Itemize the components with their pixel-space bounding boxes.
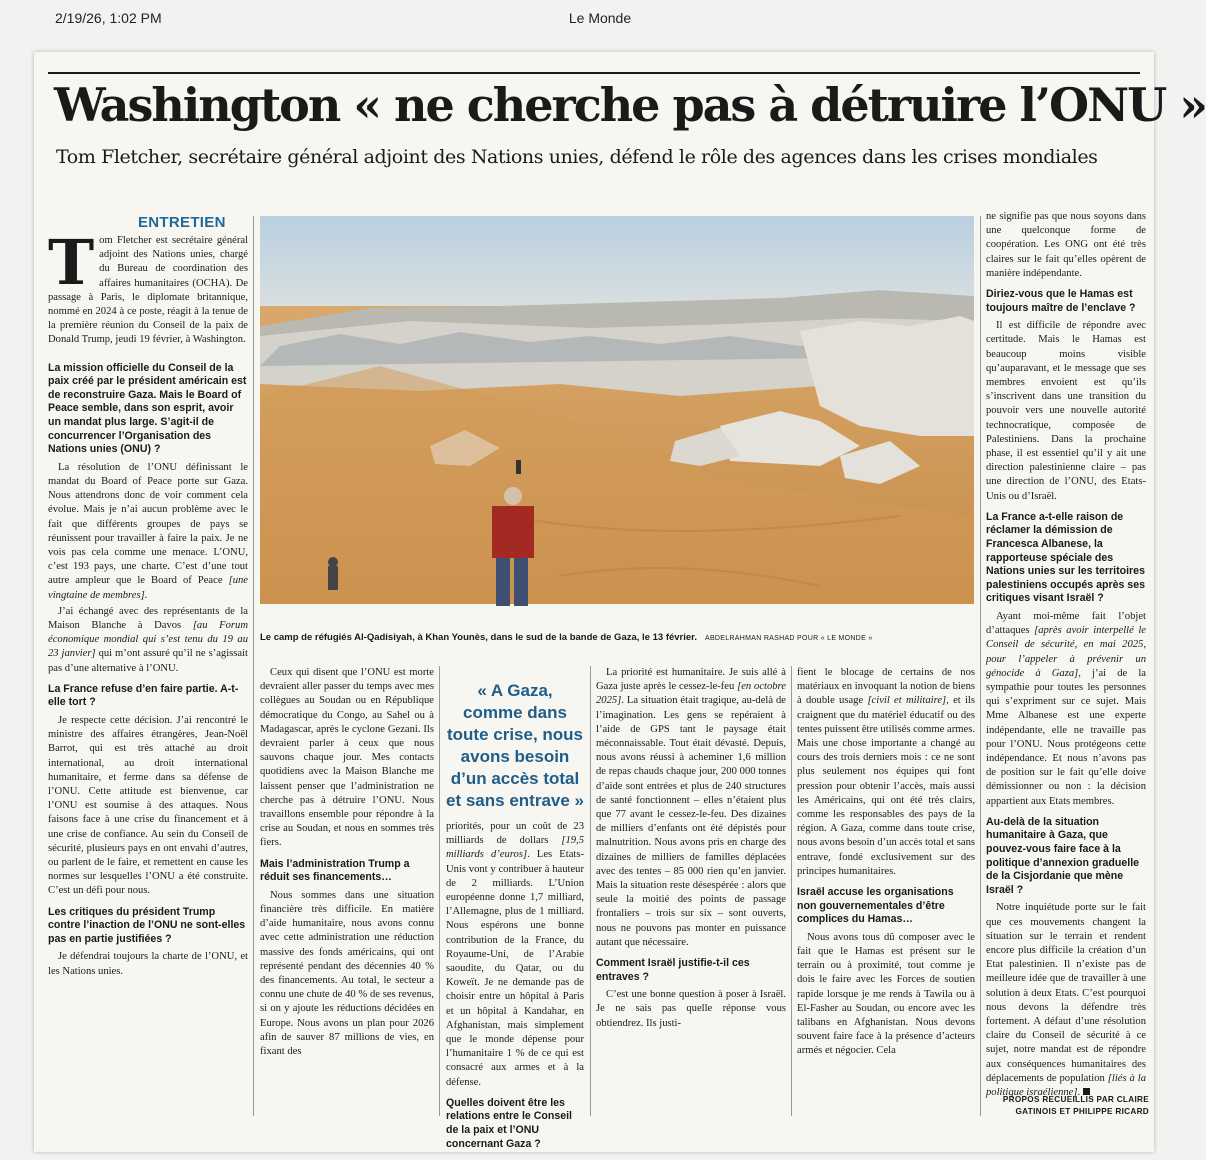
column-divider <box>253 216 254 1116</box>
byline-signature: PROPOS RECUEILLIS PAR CLAIRE GATINOIS ET PHILIPPE RICARD <box>1002 1095 1149 1116</box>
paragraph: Nous sommes dans une situation financière très difficile. En matière d’aide humanitaire, nous avons connu avec cette administration une réduction massive des fonds américains, qui ont représenté pendant des décennies 40 % des financements. Au total, le secteur a connu une chute de 40 % de ses revenus, si on y ajoute les réductions décidées en Europe. Nous avons un plan pour 2026 afin de sauver 87 millions de vies, en fixant des <box>260 889 434 1058</box>
intro-paragraph: Tom Fletcher est secrétaire général adjoint des Nations unies, chargé du Bureau de coordination des affaires humanitaires (OCHA). De passage à Paris, le diplomate britannique, nommé en 2024 à ce poste, réagit à la tenue de la première réunion du Conseil de la paix de Donald Trump, jeudi 19 février, à Washington. <box>48 226 248 346</box>
column-4 <box>596 666 786 1126</box>
column-divider <box>590 666 591 1116</box>
pull-quote: « A Gaza, comme dans toute crise, nous avons besoin d’un accès total et sans entrave » <box>446 681 584 810</box>
answer-paragraph: La résolution de l’ONU définissant le mandat du Board of Peace porte sur Gaza. Nous attendrons donc de voir comment cela évolue. Mais je n’ai aucun problème avec le fait que différents groupes de pays se réunissent pour travailler à faire la paix. Je ne vois pas cela comme une menace. L’ONU, c’est 193 pays, une charte. C’est d’une tout autre ampleur que le Board of Peace [une vingtaine de membres]. <box>48 461 248 601</box>
question: Israël accuse les organisations non gouvernementales d’être complices du Hamas… <box>797 886 954 926</box>
question: La France refuse d’en faire partie. A-t-elle tort ? <box>48 682 239 709</box>
deck: Tom Fletcher, secrétaire général adjoint des Nations unies, défend le rôle des agences dans les crises mondiales <box>56 146 1098 168</box>
answer-paragraph: Je défendrai toujours la charte de l’ONU, et les Nations unies. <box>48 951 248 977</box>
answer-paragraph: Je respecte cette décision. J’ai rencontré le ministre des affaires étrangères, Jean-Noël Barrot, qui est très attaché au droit international, au droit international humanitaire, et ferme dans sa défense de l’ONU. Cette attitude est bienvenue, car l’ONU est soumise à des attaques. Nous faisons face à une crise du financement et à une crise de confiance. Au sein du Conseil de sécurité, plusieurs pays en ont envahi d’autres, ou parlent de le faire, et remettent en cause les normes sur lesquelles l’ONU a été construite. C’est un défi pour nous. <box>48 715 248 897</box>
photo-refugee-camp <box>260 216 974 604</box>
paragraph: Nous avons tous dû composer avec le fait que le Hamas est présent sur le terrain ou à proximité, tout comme je dois le faire avec les Forces de soutien rapide lorsque je me rends à Tawila ou à El-Fasher au Soudan, ou encore avec les talibans en Afghanistan. Nous devons souvent faire face à la présence d’acteurs armés et négocier. Cela <box>797 931 975 1057</box>
photo-illustration <box>260 216 974 604</box>
question: Diriez-vous que le Hamas est toujours maître de l’enclave ? <box>986 288 1136 314</box>
paragraph: Ceux qui disent que l’ONU est morte devraient aller passer du temps avec mes collègues au Soudan ou en République démocratique du Congo, au Sahel ou à Madagascar, après le cyclone Gezani. Ils devraient parler à ceux que nous sauvons chaque jour. Mes contacts quotidiens avec la Maison Blanche me laissent penser que l’administration ne cherche pas à détruire l’ONU. Nous travaillons ensemble pour répondre à la crise au Soudan, et nous en sommes très fiers. <box>260 667 434 849</box>
question: Quelles doivent être les relations entre le Conseil de la paix et l’ONU concernant Gaza ? <box>446 1096 572 1150</box>
drop-cap: T <box>48 226 95 299</box>
paragraph: Notre inquiétude porte sur le fait que ces mouvements changent la situation sur le terrain et rendent encore plus difficile la création d’un Etat palestinien. Il n’existe pas de meilleure idée que de travailler à une solution à deux Etats. C’est pourquoi nous devons la défendre très fortement. A défaut d’une résolution claire du Conseil de sécurité à ce sujet, notre mandat est de répondre aux conséquences humanitaires des déplacements de population [liés à la politique israélienne]. <box>986 902 1146 1099</box>
paragraph: fient le blocage de certains de nos matériaux en invoquant la notion de biens à double usage [civil et militaire], et ils craignent que du matériel éducatif ou des tentes puissent être utilisés comme armes. Mais une chose importante a changé au cours des trois derniers mois : ce ne sont plus seulement nos équipes qui font pression pour obtenir l’accès, mais aussi les Américains, qui ont été très clairs, comme les responsables des pays de la région. A Gaza, comme dans toute crise, nous avons besoin d’un accès total et sans entrave, fondé exclusivement sur des principes humanitaires. <box>797 667 975 877</box>
paragraph: ne signifie pas que nous soyons dans une quelconque forme de coopération. Les ONG ont été très claires sur le fait qu’elles opèrent de manière indépendante. <box>986 211 1146 279</box>
photo-credit: ABDELRAHMAN RASHAD POUR « LE MONDE » <box>704 635 873 642</box>
question: Mais l’administration Trump a réduit ses financements… <box>260 857 410 884</box>
paragraph: Il est difficile de répondre avec certitude. Mais le Hamas est beaucoup moins visible qu’auparavant, et le message que ses membres envoient est qu’ils s’inscrivent dans une transition du pouvoir vers une nouvelle autorité technocratique, composée de Palestiniens. Dans la prochaine phase, il est essentiel qu’il y ait une direction palestinienne claire – pas une direction de l’ONU, des Etats-Unis ou d’Israël. <box>986 320 1146 502</box>
question: Comment Israël justifie-t-il ces entraves ? <box>596 957 750 983</box>
column-5 <box>797 666 975 1126</box>
column-2 <box>260 666 434 1126</box>
timestamp: 2/19/26, 1:02 PM <box>55 10 162 26</box>
newspaper-page <box>34 52 1206 1152</box>
paragraph: priorités, pour un coût de 23 milliards de dollars [19,5 milliards d’euros]. Les Etats-Unis vont y contribuer à hauteur de 2 milliards. L’Union européenne donne 1,7 milliard, l’Allemagne, plus de 1 milliard. Nous espérons une bonne contribution de la France, du Royaume-Uni, de l’Arabie saoudite, du Qatar, ou du Koweït. Je ne demande pas de choisir entre un hôpital à Paris et un hôpital à Kandahar, en Afghanistan, mais simplement que le monde dépense pour l’humanitaire 1 % de ce qui est consacré aux armes et à la défense. <box>446 821 584 1088</box>
top-rule <box>48 72 1140 74</box>
answer-paragraph: J’ai échangé avec des représentants de la Maison Blanche à Davos [au Forum économique mondial qui s’est tenu du 19 au 23 janvier] qui m’ont assuré qu’il ne s’agissait pas d’une alternative à l’ONU. <box>48 605 249 674</box>
column-divider <box>980 216 981 1116</box>
column-6 <box>986 210 1147 1099</box>
site-title: Le Monde <box>568 10 632 26</box>
column-3 <box>446 820 584 1150</box>
column-1 <box>48 226 249 1122</box>
paragraph: La priorité est humanitaire. Je suis allé à Gaza juste après le cessez-le-feu [en octobre 2025]. La situation était tragique, au-delà de l’imagination. Les gens se repéraient à l’aide de GPS tant le paysage était méconnaissable. Tout était dévasté. Depuis, nous avons réussi à acheminer 1,6 million de repas chauds chaque jour, 200 000 tonnes d’aide sont entrées et plus de 240 structures de santé fonctionnent – elles n’étaient plus que 77 avant le cessez-le-feu. Des dizaines de milliers d’enfants ont été dépistés pour malnutrition. Nous avons pris en charge des dizaines de milliers de familles déplacées avec des tentes – 85 000 rien qu’en janvier. Mais la situation reste désespérée : alors que seule la moitié des points de passage frontaliers – trois sur six – sont ouverts, nous ne pouvons pas monter en puissance autant que nécessaire. <box>596 667 786 948</box>
question: Au-delà de la situation humanitaire à Gaza, que pouvez-vous faire face à la politique d’annexion graduelle de la Cisjordanie que mène Israël ? <box>986 815 1140 896</box>
question: La France a-t-elle raison de réclamer la démission de Francesca Albanese, la rapporteuse spéciale des Nations unies sur les territoires palestiniens occupés après ses critiques visant Israël ? <box>986 510 1145 605</box>
paragraph: Ayant moi-même fait l’objet d’attaques [après avoir interpellé le Conseil de sécurité, en mai 2025, pour l’appeler à prévenir un génocide à Gaza], j’ai de la sympathie pour toutes les personnes qui s’expriment sur ce sujet. Mais Mme Albanese est une experte indépendante, elle ne travaille pas pour l’ONU. Nous protégeons cette indépendance. Et nous n’avons pas de position sur le fait qu’elle doive démissionner ou non : la décision appartient aux Etats membres. <box>986 611 1147 807</box>
paragraph: C’est une bonne question à poser à Israël. Je ne sais pas quelle réponse vous obtiendrez. Ils justi- <box>596 989 786 1029</box>
headline: Washington « ne cherche pas à détruire l’ONU » <box>54 78 1206 132</box>
question: La mission officielle du Conseil de la paix créé par le président américain est de reconstruire Gaza. Mais le Board of Peace semble, dans son esprit, avoir un mandat plus large. S’agit-il de concurrencer l’Organisation des Nations unies (ONU) ? <box>48 361 247 456</box>
column-divider <box>791 666 792 1116</box>
column-divider <box>439 666 440 1116</box>
photo-caption: Le camp de réfugiés Al-Qadisiyah, à Khan Younès, dans le sud de la bande de Gaza, le 13 février. ABDELRAHMAN RASHAD POUR « LE MONDE » <box>260 632 873 643</box>
browser-header <box>0 0 1200 40</box>
kicker: ENTRETIEN <box>138 214 226 231</box>
question: Les critiques du président Trump contre l’inaction de l’ONU ne sont-elles pas en partie justifiées ? <box>48 905 246 945</box>
